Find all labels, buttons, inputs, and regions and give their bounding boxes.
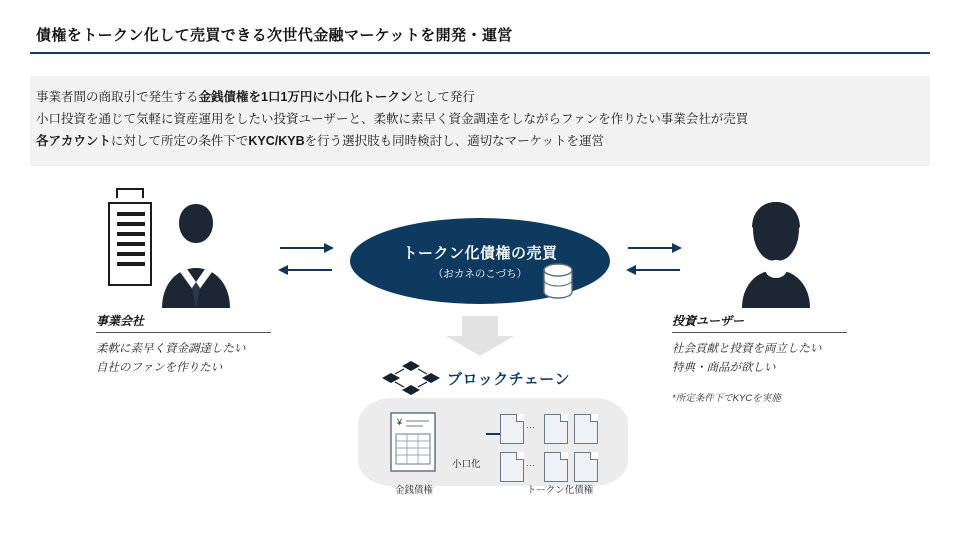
database-icon bbox=[543, 263, 573, 299]
building-icon bbox=[108, 202, 152, 286]
lead-line-2: 小口投資を通じて気軽に資産運用をしたい投資ユーザーと、柔軟に素早く資金調達をしながらファンを作りたい事業会社が売買 bbox=[36, 112, 749, 126]
arrow-right-head bbox=[324, 243, 334, 253]
monetary-claim-caption: 金銭債権 bbox=[394, 485, 433, 496]
monetary-claim-document-icon bbox=[390, 412, 436, 472]
businessman-icon bbox=[148, 198, 244, 308]
right-actor-notes bbox=[672, 340, 882, 378]
lead-line-3 bbox=[36, 130, 926, 152]
right-actor-artwork bbox=[672, 196, 882, 312]
token-item bbox=[574, 452, 598, 482]
lead-line-1-emphasis: 金銭債権を1口1万円に小口化トークン bbox=[198, 90, 413, 104]
lead-line-1-part-a: 事業者間の商取引で発生する bbox=[36, 90, 199, 104]
token-item bbox=[574, 414, 598, 444]
lead-line-1 bbox=[36, 86, 926, 108]
left-actor-note-1: 柔軟に素早く資金調達したい bbox=[96, 343, 246, 355]
left-actor-note-2: 自社のファンを作りたい bbox=[96, 362, 223, 374]
arrow-left-head-2 bbox=[626, 265, 636, 275]
right-exchange-arrows bbox=[626, 240, 682, 284]
arrow-left-head bbox=[278, 265, 288, 275]
left-actor-artwork bbox=[96, 196, 306, 312]
lead-line-1-part-c: として発行 bbox=[412, 90, 475, 104]
right-actor-group bbox=[672, 196, 882, 404]
lead-line-3-emphasis-a: 各アカウント bbox=[36, 134, 111, 148]
center-title: トークン化債権の売買 bbox=[402, 244, 558, 262]
right-actor-footnote: *所定条件下でKYCを実施 bbox=[672, 393, 781, 404]
right-actor-note-2: 特典・商品が欲しい bbox=[672, 362, 776, 374]
lead-text-block bbox=[36, 86, 926, 152]
left-actor-group bbox=[96, 196, 306, 378]
token-dots: … bbox=[526, 458, 536, 468]
building-roof-icon bbox=[116, 188, 144, 198]
token-group bbox=[500, 414, 618, 480]
lead-line-3-emphasis-b: KYC/KYB bbox=[248, 134, 305, 148]
token-item bbox=[544, 452, 568, 482]
center-subtitle: （おカネのこづち） bbox=[432, 267, 528, 280]
right-actor-note-1: 社会貢献と投資を両立したい bbox=[672, 343, 822, 355]
split-label: 小口化 bbox=[450, 455, 483, 471]
blockchain-label: ブロックチェーン bbox=[447, 371, 570, 388]
arrow-right-head-2 bbox=[672, 243, 682, 253]
blockchain-nodes-icon bbox=[382, 360, 440, 400]
token-dots: … bbox=[526, 420, 536, 430]
svg-text:¥: ¥ bbox=[397, 417, 403, 427]
tokenized-claim-caption: トークン化債権 bbox=[526, 485, 594, 496]
token-item bbox=[500, 414, 524, 444]
left-exchange-arrows bbox=[278, 240, 334, 284]
arrow-down-icon bbox=[444, 316, 516, 356]
left-actor-label: 事業会社 bbox=[96, 312, 271, 333]
token-item bbox=[500, 452, 524, 482]
lead-line-3-part-b: に対して所定の条件下で bbox=[110, 134, 249, 148]
page-title: 債権をトークン化して売買できる次世代金融マーケットを開発・運営 bbox=[36, 27, 513, 44]
lead-line-3-part-d: を行う選択肢も同時検討し、適切なマーケットを運営 bbox=[304, 134, 605, 148]
investor-person-icon bbox=[728, 198, 824, 308]
left-actor-notes bbox=[96, 340, 306, 378]
title-divider bbox=[30, 52, 930, 54]
right-actor-label: 投資ユーザー bbox=[672, 312, 847, 333]
token-item bbox=[544, 414, 568, 444]
